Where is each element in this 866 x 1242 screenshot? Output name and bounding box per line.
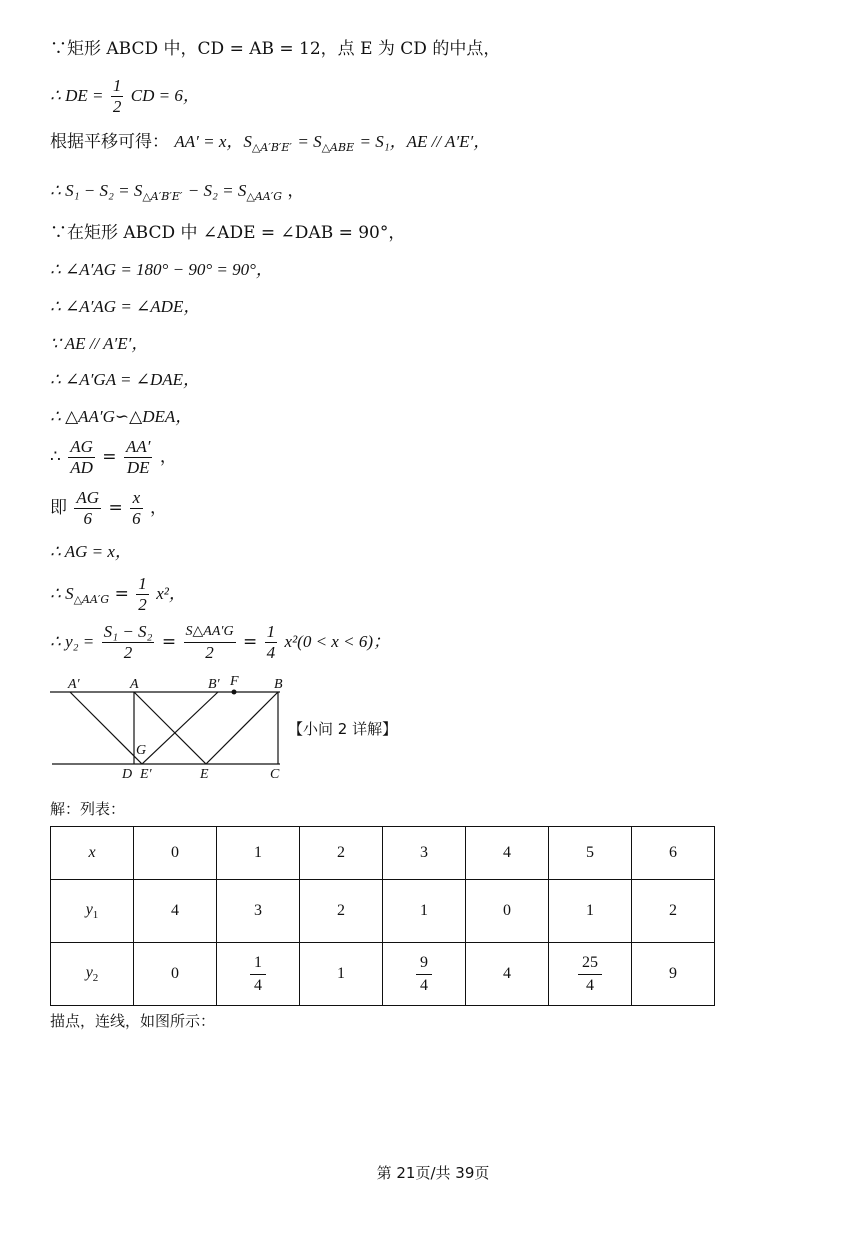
y2-value bbox=[416, 952, 432, 997]
label-b1: B′ bbox=[208, 677, 220, 692]
line-7 bbox=[50, 296, 200, 318]
fraction-half bbox=[111, 76, 124, 117]
fraction-s1-s2 bbox=[102, 622, 155, 663]
line-14-sub: △AA′G bbox=[73, 593, 110, 606]
line-1 bbox=[50, 38, 500, 60]
table-cell bbox=[300, 943, 383, 1006]
table-header-x: x bbox=[51, 827, 134, 880]
fraction-aa-de bbox=[124, 437, 153, 478]
line-3 bbox=[50, 131, 490, 159]
table-cell: 3 bbox=[217, 880, 300, 943]
line-a1e1 bbox=[70, 692, 142, 764]
line-6 bbox=[50, 259, 273, 281]
line-2 bbox=[50, 76, 200, 117]
fraction-ag-ad bbox=[68, 437, 95, 478]
line-13 bbox=[50, 541, 132, 563]
fraction-den: 2 bbox=[205, 643, 214, 662]
table-cell: 4 bbox=[466, 827, 549, 880]
line-3-post: = S₁，AE // A′E′， bbox=[359, 132, 491, 151]
fraction-den: DE bbox=[126, 458, 150, 477]
line-4-post: ， bbox=[287, 181, 305, 201]
section-heading bbox=[288, 718, 397, 740]
fraction-ag-6 bbox=[74, 488, 101, 529]
fraction-num: AG bbox=[70, 437, 93, 456]
fraction-den: 2 bbox=[138, 595, 147, 614]
table-cell bbox=[549, 943, 632, 1006]
fraction-s-area bbox=[184, 622, 236, 663]
page-number: 第 21页/共 39页 bbox=[376, 1164, 490, 1182]
label-e1: E′ bbox=[140, 767, 152, 782]
line-be bbox=[206, 692, 278, 764]
fraction-num: 9 bbox=[416, 952, 432, 975]
geometry-figure bbox=[40, 674, 300, 786]
fraction-num: AA′ bbox=[125, 437, 151, 456]
fraction-num: 25 bbox=[578, 952, 602, 975]
line-10-text: ∴ △AA′G∽△DEA， bbox=[50, 407, 193, 426]
table-cell: 3 bbox=[383, 827, 466, 880]
y2-value: 9 bbox=[669, 965, 677, 982]
table-cell: 0 bbox=[466, 880, 549, 943]
table-cell bbox=[134, 943, 217, 1006]
value-table bbox=[50, 826, 715, 1006]
label-e: E bbox=[200, 767, 209, 782]
line-15: ∴ y₂ = $\frac{\text{S₁ − S₂}}{2}$ = $\frac{S\triangle AA'G}{2}$ = $\frac{1}{4}$ x²(0 < x < 6)； bbox=[50, 622, 390, 662]
fraction-num: 1 bbox=[112, 76, 122, 95]
table-cell bbox=[383, 943, 466, 1006]
table-cell: 0 bbox=[134, 827, 217, 880]
section-heading-text: 【小问 2 详解】 bbox=[288, 720, 398, 738]
plot-instruction bbox=[50, 1010, 215, 1032]
fraction-num: AG bbox=[76, 488, 100, 507]
table-row-x bbox=[51, 827, 715, 880]
table-cell: 4 bbox=[134, 880, 217, 943]
y2-value: 4 bbox=[503, 965, 511, 982]
line-5-text: ∵在矩形 ABCD 中 ∠ADE = ∠DAB = 90°， bbox=[50, 223, 406, 243]
fraction-num: x bbox=[130, 488, 143, 509]
line-10 bbox=[50, 406, 192, 428]
table-cell: 1 bbox=[383, 880, 466, 943]
line-7-text: ∴ ∠A′AG = ∠ADE， bbox=[50, 297, 201, 316]
table-header-y1 bbox=[51, 880, 134, 943]
table-cell: 1 bbox=[217, 827, 300, 880]
label-a: A bbox=[130, 677, 139, 692]
line-1-text: ∵矩形 ABCD 中，CD = AB = 12，点 E 为 CD 的中点， bbox=[50, 39, 501, 59]
table-header-y2 bbox=[51, 943, 134, 1006]
label-d: D bbox=[122, 767, 133, 782]
line-3-pre: 根据平移可得： bbox=[50, 132, 169, 152]
page-footer bbox=[0, 1162, 866, 1183]
line-14 bbox=[50, 574, 186, 615]
line-14-pre: ∴ S bbox=[50, 584, 74, 603]
line-5 bbox=[50, 222, 405, 244]
line-11: ∴ $\frac{AG}{AD}$ = $\frac{AA'}{DE}$ ， bbox=[50, 437, 177, 477]
label-c: C bbox=[270, 767, 280, 782]
table-cell: 2 bbox=[300, 880, 383, 943]
line-4 bbox=[50, 180, 304, 208]
fraction-den: 4 bbox=[586, 976, 594, 994]
point-f bbox=[232, 690, 237, 695]
line-9 bbox=[50, 369, 200, 391]
y2-value: 0 bbox=[171, 965, 179, 982]
line-12: 即 $\frac{AG}{6}$ = $\frac{x}{6}$ ， bbox=[50, 488, 168, 528]
solution-label-text: 解：列表： bbox=[50, 800, 126, 818]
y2-label: y bbox=[85, 964, 93, 981]
plot-instruction-text: 描点，连线，如图所示： bbox=[50, 1012, 216, 1030]
fraction-den: 4 bbox=[420, 976, 428, 994]
fraction-den: 6 bbox=[132, 509, 141, 528]
fraction-quarter bbox=[265, 622, 278, 663]
fraction-den: 2 bbox=[123, 643, 133, 662]
fraction-x-6 bbox=[130, 488, 143, 529]
table-cell bbox=[632, 943, 715, 1006]
y1-sub: 1 bbox=[92, 909, 99, 921]
line-12-post: ， bbox=[150, 498, 168, 518]
solution-label bbox=[50, 798, 125, 820]
line-4-sub2: △AA′G bbox=[246, 190, 283, 203]
fraction-num: S△AA′G bbox=[184, 622, 236, 643]
fraction-den: 4 bbox=[266, 643, 276, 662]
table-row-y1 bbox=[51, 880, 715, 943]
line-3-sub1: △A′B′E′ bbox=[251, 141, 292, 154]
y2-value bbox=[250, 952, 266, 997]
line-2-pre: ∴ DE = bbox=[50, 86, 104, 105]
fraction-half-2 bbox=[136, 574, 149, 615]
fraction-den: AD bbox=[70, 458, 93, 477]
line-8 bbox=[50, 333, 148, 355]
line-4-mid: − S₂ = S bbox=[187, 181, 247, 200]
line-15-pre: ∴ y₂ = bbox=[50, 632, 95, 651]
fraction-num: S₁ − S₂ bbox=[103, 622, 153, 641]
line-8-text: ∵ AE // A′E′， bbox=[50, 334, 149, 353]
fraction-num: 1 bbox=[266, 622, 276, 641]
fraction-den: 2 bbox=[112, 97, 122, 116]
y2-value bbox=[578, 952, 602, 997]
y1-label: y bbox=[85, 901, 93, 918]
label-a1: A′ bbox=[68, 677, 80, 692]
table-cell: 1 bbox=[549, 880, 632, 943]
line-15-post: x²(0 < x < 6)； bbox=[284, 632, 390, 651]
table-cell: 6 bbox=[632, 827, 715, 880]
line-12-pre: 即 bbox=[50, 498, 67, 518]
line-13-text: ∴ AG = x， bbox=[50, 542, 132, 561]
table-cell bbox=[217, 943, 300, 1006]
line-3-sub2: △ABE bbox=[321, 141, 355, 154]
table-cell: 5 bbox=[549, 827, 632, 880]
line-6-text: ∴ ∠A′AG = 180° − 90° = 90°， bbox=[50, 260, 273, 279]
line-14-eq: = bbox=[114, 584, 129, 604]
line-b1e1 bbox=[142, 692, 218, 764]
line-11-post: ， bbox=[159, 447, 177, 467]
label-f: F bbox=[230, 674, 239, 689]
y2-sub: 2 bbox=[92, 972, 99, 984]
y2-value: 1 bbox=[337, 965, 345, 982]
line-9-text: ∴ ∠A′GA = ∠DAE， bbox=[50, 370, 201, 389]
line-14-post: x²， bbox=[156, 584, 186, 603]
fraction-den: 4 bbox=[254, 976, 262, 994]
line-2-post: CD = 6， bbox=[130, 86, 200, 105]
table-cell bbox=[466, 943, 549, 1006]
fraction-num: 1 bbox=[250, 952, 266, 975]
label-b: B bbox=[274, 677, 283, 692]
line-3-mid: = S bbox=[297, 132, 322, 151]
line-11-pre: ∴ bbox=[50, 447, 61, 467]
table-cell: 2 bbox=[300, 827, 383, 880]
fraction-num: 1 bbox=[138, 574, 147, 593]
table-cell: 2 bbox=[632, 880, 715, 943]
line-3-eq: AA′ = x，S bbox=[174, 132, 252, 151]
fraction-den: 6 bbox=[83, 509, 92, 528]
label-g: G bbox=[136, 743, 147, 758]
line-4-pre: ∴ S₁ − S₂ = S bbox=[50, 181, 143, 200]
line-4-sub1: △A′B′E′ bbox=[142, 190, 183, 203]
table-row-y2 bbox=[51, 943, 715, 1006]
